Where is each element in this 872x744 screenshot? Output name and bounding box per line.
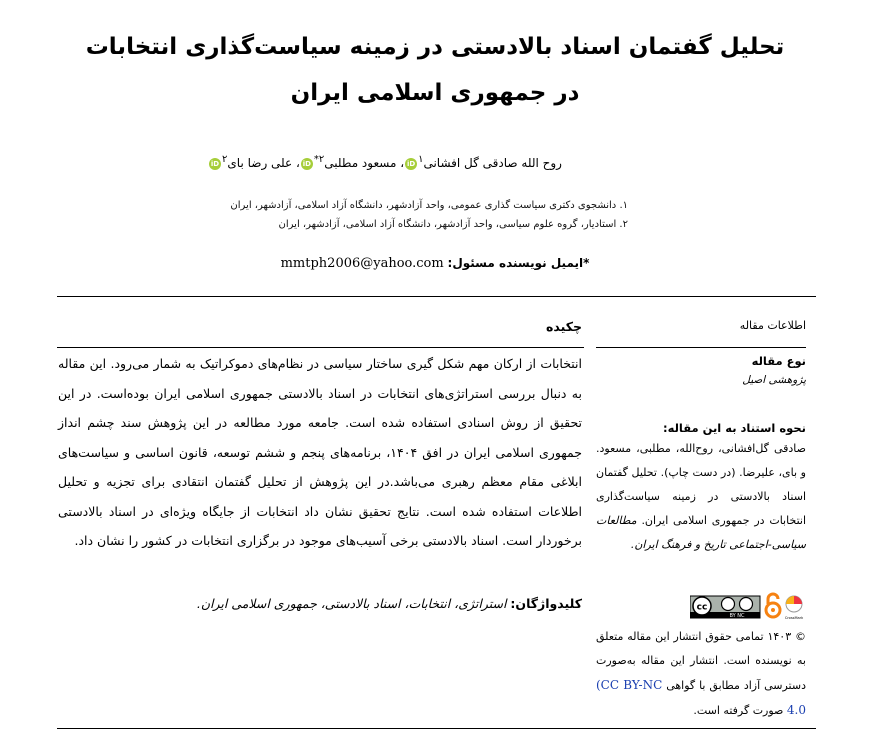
- orcid-icon[interactable]: iD: [302, 159, 311, 168]
- top-divider: [57, 296, 816, 297]
- badge-graphics: [690, 592, 806, 622]
- crossmark-label: CrossMark: [784, 616, 804, 620]
- email-address[interactable]: mmtph2006@yahoo.com: [280, 256, 444, 271]
- open-access-icon: [766, 594, 780, 617]
- orcid-icon[interactable]: iD: [210, 159, 220, 168]
- abstract-text: انتخابات از ارکان مهم شکل گیری ساختار سیاسی در نظام‌های دموکراتیک به شمار می‌رود. این مقاله به دنبال بررسی استراتژی‌های انتخابات در اسناد بالادستی جمهوری اسلامی ایران بوده‌است. در این تحقیق از روش اسنادی استفاده شده است. جامعه مورد مطالعه در این پژوهش سند چشم انداز جمهوری اسلامی ایران در افق ۱۴۰۴، برنامه‌های پنجم و ششم توسعه، قانون اساسی و سیاست‌های ابلاغی مقام معظم رهبری می‌باشد.در این پژوهش از تحلیل گفتمان انتقادی برای تجزیه و تحلیل اطلاعات استفاده شده است. نتایج تحقیق نشان داد انتخابات از جایگاه ویژه‌ای در اسناد بالادستی برخوردار است. اسناد بالادستی برخی آسیب‌های موجود در برگزاری انتخابات در کشور را نشان داد.: [58, 356, 583, 548]
- paper-title: تحلیل گفتمان اسناد بالادستی در زمینه سیاست‌گذاری انتخابات در جمهوری اسلامی ایران: [85, 34, 785, 106]
- abstract-divider: [57, 347, 584, 348]
- email-label: *ایمیل نویسنده مسئول:: [447, 256, 590, 270]
- author-name: روح الله صادقی گل افشانی: [423, 156, 562, 170]
- article-type-label: نوع مقاله: [751, 354, 806, 368]
- keywords-list: استراتژی، انتخابات، اسناد بالادستی، جمهوری اسلامی ایران.: [196, 596, 507, 611]
- svg-text:cc: cc: [696, 602, 708, 613]
- license-text: [596, 625, 806, 723]
- author-affiliation-mark: ۱: [418, 154, 424, 165]
- license-body: © ۱۴۰۳ تمامی حقوق انتشار این مقاله متعلق به نویسنده است. انتشار این مقاله به‌صورت دسترسی آزاد مطابق با گواهی: [596, 630, 806, 692]
- keywords-label: کلیدواژگان:: [510, 596, 582, 611]
- citation-journal: مطالعات سیاسی-اجتماعی تاریخ و فرهنگ ایران.: [596, 514, 806, 551]
- author-name: مسعود مطلبی: [324, 156, 397, 170]
- crossmark-icon: [785, 596, 804, 620]
- author-list: [150, 154, 620, 170]
- cc-badge-text: BY NC: [729, 613, 745, 620]
- affiliation-1: ۱. دانشجوی دکتری سیاست گذاری عمومی، واحد آزادشهر، دانشگاه آزاد اسلامی، آزادشهر، ایران: [230, 200, 628, 211]
- affiliation-2: ۲. استادیار، گروه علوم سیاسی، واحد آزادشهر، دانشگاه آزاد اسلامی، آزادشهر، ایران: [278, 219, 628, 230]
- citation-body: صادقی گل‌افشانی، روح‌الله، مطلبی، مسعود. و بای، علیرضا. (در دست چاپ). تحلیل گفتمان اسناد بالادستی در زمینه سیاست‌گذاری انتخابات در جمهوری اسلامی ایران.: [596, 442, 807, 527]
- article-type: [596, 354, 806, 386]
- article-type-value: پژوهشی اصیل: [742, 374, 806, 386]
- abstract-header: چکیده: [546, 319, 582, 334]
- keywords: [58, 596, 582, 611]
- author-separator: ،: [396, 156, 405, 170]
- cc-by-nc-badge-icon: [690, 596, 760, 619]
- orcid-icon[interactable]: iD: [406, 159, 416, 168]
- citation-block: [596, 421, 806, 557]
- citation-label: نحوه استناد به این مقاله:: [663, 421, 806, 435]
- citation-text: [596, 437, 806, 557]
- author-separator: ،: [292, 156, 300, 170]
- info-divider: [596, 347, 806, 348]
- author-affiliation-mark: ۲*: [313, 154, 325, 165]
- license-badges: [690, 592, 806, 622]
- author-name: علی رضا بای: [227, 156, 293, 170]
- license-link[interactable]: (CC BY-NC 4.0: [596, 678, 806, 717]
- article-info-header: اطلاعات مقاله: [739, 319, 806, 332]
- author-affiliation-mark: ۲: [222, 154, 228, 165]
- corresponding-email: [250, 256, 620, 271]
- bottom-divider: [57, 728, 816, 729]
- license-end: صورت گرفته است.: [693, 704, 784, 717]
